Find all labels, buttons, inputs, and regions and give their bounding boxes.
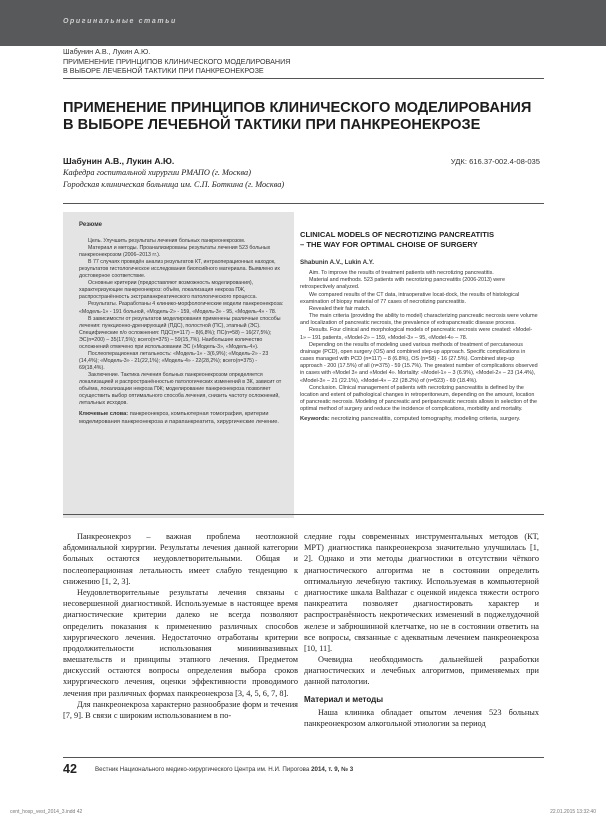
section-band [0, 0, 606, 46]
abstract-en-keywords [300, 416, 538, 424]
abstract-en [300, 230, 538, 424]
abstract-ru-paragraph: В 77 случаях проведён анализ результатов КТ, интраоперационных находок, результатов гистологическое исследования биопсийного материала. Выявлено их достоверное соответствие. [79, 259, 281, 280]
abstract-ru-heading: Резюме [79, 222, 102, 228]
abstract-ru-paragraph: Послеоперационная летальность: «Модель-1» - 3(6,9%); «Модель-2» - 23 (14,4%); «Модель-3» - 21(22,1%); «Модель-4» - 22(28,2%); всего(n=375) - 69(18,4%). [79, 350, 269, 371]
abstract-en-paragraph: We compared results of the CT data, intraoperative locat-dock, the results of histological examination of biopsy material of 77 cases of necrotizing pancreatitis. [300, 291, 520, 305]
article-authors: Шабунин А.В., Лукин А.Ю. [63, 156, 175, 166]
body-paragraph: Неудовлетворительные результаты лечения связаны с несовершенной диагностикой. Используемые в настоящее время диагностические критерии далеко не всегда позволяют определить показания к применению различных способов хирургического лечения. Недостаточно отработаны критерии продолжительности использования миниинвазивных вмешательств и принципы этапного лечения. Предметом дискуссий остаются вопросы определения выбора сроков хирургического лечения, оценки эффективности проводимого лечения при различных формах панкреонекроза [3, 4, 5, 6, 7, 8]. [63, 587, 298, 698]
abstract-ru-paragraph: Основные критерии (предоставляют возможность моделирования), характеризующие панкреонекроз: объём, локализация некроза ПЖ, распространённость экстрапанкреатического патологического процесса. [79, 280, 257, 301]
running-header-authors: Шабунин А.В., Лукин А.Ю. [63, 47, 151, 56]
abstract-ru-paragraph: Результаты. Разработаны 4 клинико-морфологические модели панкреонекроза: «Модель-1» - 191 больной, «Модель-2» - 159, «Модель-3» - 95, «Модель-4» - 78. [79, 301, 284, 315]
body-paragraph: Наша клиника обладает опытом лечения 523 больных панкреонекрозом алкогольной этиологии за период [304, 707, 539, 728]
abstract-en-paragraph: The main criteria (providing the ability to model) characterizing pancreatic necrosis were volume and localization of pancreatic necrosis, the prevalence of extrapancreatic disease process. [300, 313, 538, 327]
udk-code: УДК: 616.37-002.4-08-035 [450, 157, 540, 166]
abstract-ru-paragraph: Материал и методы. Проанализированы результаты лечения 523 больных панкреонекрозом (2006–2013 гг.). [79, 245, 271, 259]
abstract-en-paragraph: Depending on the results of modeling used various methods of treatment of percutaneous drainage (PCD), open surgery (OS) and combined step-up approach. Specific complications in cases managed with PCD (n=117) – 8 (6.8%), OS (n=58) - 16 (27.5%). Combined step-up approach - 200 (17.5%) of all (n=375) - 59 (15.7%). The greatest number of complications observed in cases with «Model 3» and «Model 4». Mortality: «Model-1» – 3 (6.9%), «Model-2» – 23 (14.4%), «Model-3» – 21 (22.1%), «Model-4» – 22 (28.2%) of (n=523) - 69 (18.4%). [300, 341, 538, 384]
article-title [63, 100, 538, 134]
keywords-text: necrotizing pancreatitis, computed tomography, modeling criteria, surgery. [331, 416, 521, 423]
section-heading: Материал и методы [304, 694, 384, 704]
abstract-ru-paragraph: Заключение. Тактика лечения больных панкреонекрозом определяется локализацией и распространённостью патологических изменений в ЗК, зависит от объёма, локализации некроза ПЖ; моделирование панкреонекроза позволяет осуществить выбор оптимального способа лечения, снизить частоту осложнений, летальных исходов. [79, 371, 282, 407]
abstract-en-title [300, 230, 538, 250]
running-header [63, 47, 290, 76]
abstract-ru-paragraph: Цель. Улучшить результаты лечения больных панкреонекрозом. [88, 238, 246, 245]
footer-issue: 2014, т. 9, № 3 [311, 766, 354, 773]
body-paragraph: следние годы современных инструментальных методов (КТ, МРТ) диагностика панкреонекроза значительно улучшилась [1, 2]. Однако и эти методы диагностики в отсутствии чёткого диагностического алгоритма не в состоянии определить оптимальную лечебную тактику. Используемая в компьютерной диагностике шкала Balthazar с оценкой индекса тяжести острого панкреатита позволяет диагностировать характер и распространённость некротических изменений в поджелудочной железе и забрюшинной клетчатке, но не в состоянии ответить на все вопросы, связанные с адекватным лечением панкреонекроза [10, 11]. [304, 532, 539, 653]
abstract-en-paragraph: Material and methods. 523 patients with necrotizing pancreatitis (2006-2013) were retrospectively analyzed. [300, 277, 505, 291]
abstract-en-authors: Shabunin A.V., Lukin A.Y. [300, 259, 374, 266]
affiliation-2: Городская клиническая больница им. С.П. Боткина (г. Москва) [63, 180, 285, 189]
abstract-en-paragraph: Results. Four clinical and morphological models of pancreatic necrosis were created: «Model-1» – 191 patients, «Model-2» – 159, «Model-3» – 95, «Model-4» – 78. [300, 327, 533, 341]
abstract-top-rule [63, 203, 544, 204]
title-line-1: ПРИМЕНЕНИЕ ПРИНЦИПОВ КЛИНИЧЕСКОГО МОДЕЛИРОВАНИЯ [63, 100, 532, 116]
running-header-title-line-2: В ВЫБОРЕ ЛЕЧЕБНОЙ ТАКТИКИ ПРИ ПАНКРЕОНЕКРОЗЕ [63, 66, 264, 76]
header-rule [63, 78, 544, 79]
abstract-en-title-line-1: CLINICAL MODELS OF NECROTIZING PANCREATITIS [300, 230, 495, 239]
footer-rule [63, 757, 544, 758]
body-column-right [304, 531, 539, 729]
abstract-en-paragraph: Aim. To improve the results of treatment patients with necrotizing pancreatitis. [309, 270, 494, 277]
body-paragraph: Панкреонекроз – важная проблема неотложной абдоминальной хирургии. Результаты лечения данной категории больных остаются неудовлетворительными. Общая и послеоперационная летальность имеет слабую тенденцию к снижению [1, 2, 3]. [63, 532, 298, 586]
keywords-label: Keywords: [300, 416, 330, 423]
abstract-en-title-line-2: – THE WAY FOR OPTIMAL CHOISE OF SURGERY [300, 240, 478, 249]
title-line-2: В ВЫБОРЕ ЛЕЧЕБНОЙ ТАКТИКИ ПРИ ПАНКРЕОНЕКРОЗЕ [63, 117, 481, 133]
print-slug-date: 22.01.2015 13:32:40 [550, 809, 596, 815]
abstract-en-paragraph: Conclusion. Clinical management of patients with necrotizing pancreatitis is defined by the location and extent of pathological changes in retroperitoneum, depending on the amount, location of pancreatic necrosis. Modeling of pancreatic and peripancreatic necrosis allows in selection of the optimal method of surgery and reduce the incidence of complications, morbidity and mortality. [300, 384, 538, 413]
body-column-left [63, 531, 298, 721]
body-paragraph: Для панкреонекроза характерно разнообразие форм и течения [7, 9]. В связи с широким использованием в по- [63, 699, 298, 720]
abstract-ru-keywords [79, 411, 284, 426]
abstract-bottom-rule [63, 514, 544, 515]
affiliation-1: Кафедра госпитальной хирургии РМАПО (г. Москва) [63, 168, 251, 177]
page-number: 42 [63, 762, 77, 776]
footer-journal [95, 766, 353, 773]
body-paragraph: Очевидна необходимость дальнейшей разработки диагностических и лечебных алгоритмов, применяемых при данной патологии. [304, 655, 539, 687]
keywords-text: панкреонекроз, компьютерная томография, критерии моделирования панкреонекроза и парапанкреатита, хирургические лечение. [79, 411, 279, 425]
abstract-en-paragraph: Revealed their fair match. [309, 305, 371, 312]
print-slug-file: cent_hosp_vest_2014_3.indd 42 [10, 809, 83, 815]
section-band-label: Оригинальные статьи [63, 18, 177, 25]
footer-journal-name: Вестник Национального медико-хирургического Центра им. Н.И. Пирогова [95, 766, 310, 773]
running-header-title-line-1: ПРИМЕНЕНИЕ ПРИНЦИПОВ КЛИНИЧЕСКОГО МОДЕЛИРОВАНИЯ [63, 56, 291, 66]
abstract-ru-paragraph: В зависимости от результатов моделирования применены различные способы лечения: пункционно-дренирующий (ПДС), полостной (ПС), этапный (ЭС). Специфические п/о осложнения: ПДС(n=117) – 8(6,8%); ПС(n=58) – 16(27,5%); ЭС(n=200) – 35(17,5%); всего(n=375) – 59(15,7%). Наибольшее количество осложнений отмечено при использовании ЭС («Модель-3», «Модель-4»). [79, 315, 281, 350]
abstract-ru [63, 212, 294, 518]
keywords-label: Ключевые слова: [79, 411, 129, 418]
